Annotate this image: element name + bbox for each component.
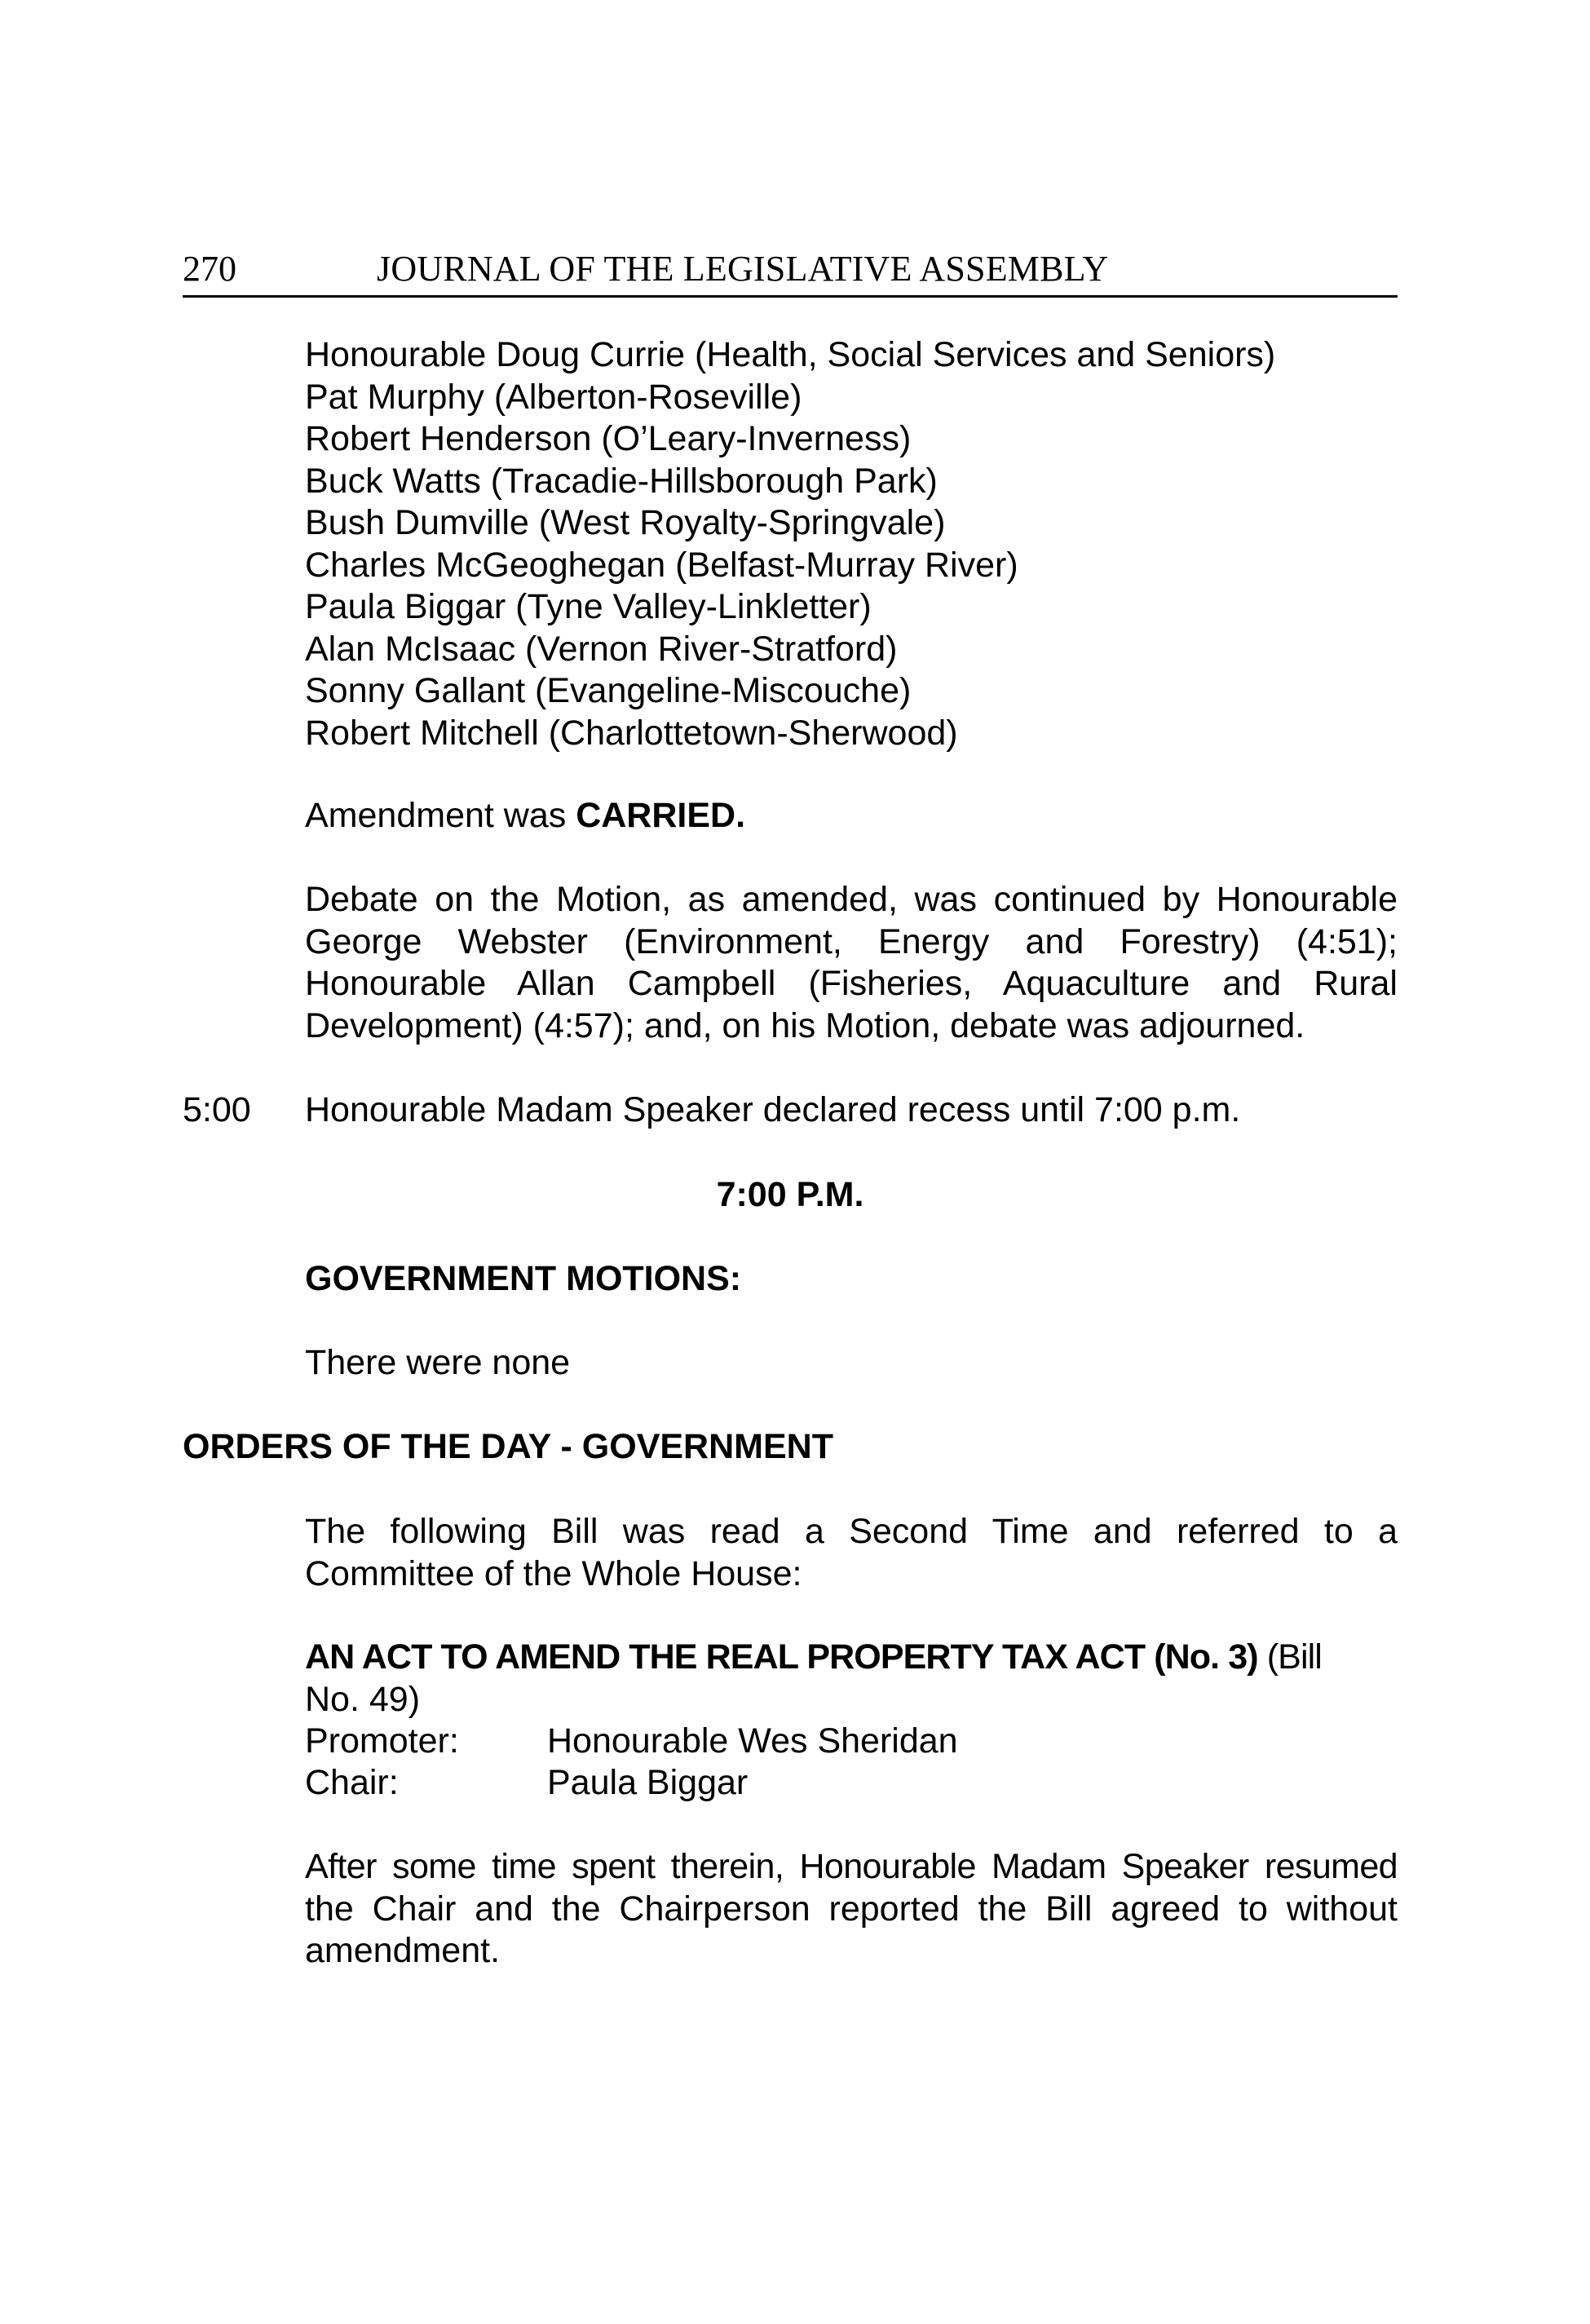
- debate-line: Development) (4:57); and, on his Motion, debate was adjourned.: [305, 1005, 1305, 1045]
- bill-intro-paragraph: [305, 1511, 1398, 1595]
- member-list-item: Robert Henderson (O’Leary-Inverness): [305, 419, 912, 458]
- amendment-prefix: Amendment was: [305, 796, 576, 835]
- bill-intro-line: The following Bill was read a Second Time and referred to a: [305, 1512, 1398, 1551]
- chair-label: Chair:: [305, 1763, 399, 1802]
- member-list-item: Pat Murphy (Alberton-Roseville): [305, 377, 802, 417]
- chair-value: Paula Biggar: [547, 1763, 749, 1802]
- evening-sitting-heading: 7:00 P.M.: [716, 1175, 864, 1214]
- member-list: [305, 334, 1398, 754]
- member-list-item: Bush Dumville (West Royalty-Springvale): [305, 503, 946, 542]
- member-list-item: Honourable Doug Currie (Health, Social Services and Seniors): [305, 335, 1276, 374]
- recess-text: Honourable Madam Speaker declared recess until 7:00 p.m.: [305, 1090, 1241, 1129]
- page-number: 270: [183, 249, 236, 289]
- bill-title-block: [305, 1637, 1398, 1721]
- recess-time: 5:00: [183, 1090, 251, 1129]
- outcome-line: After some time spent therein, Honourable Madam Speaker resumed: [305, 1847, 1398, 1886]
- debate-paragraph: [305, 879, 1398, 1047]
- amendment-outcome: CARRIED.: [576, 796, 746, 835]
- bill-title: AN ACT TO AMEND THE REAL PROPERTY TAX ACT (No. 3): [305, 1637, 1258, 1677]
- journal-title: JOURNAL OF THE LEGISLATIVE ASSEMBLY: [377, 249, 1109, 289]
- promoter-label: Promoter:: [305, 1721, 459, 1761]
- member-list-item: Charles McGeoghegan (Belfast-Murray River): [305, 545, 1018, 585]
- debate-line: Honourable Allan Campbell (Fisheries, Aquaculture and Rural: [305, 964, 1398, 1003]
- member-list-item: Alan McIsaac (Vernon River-Stratford): [305, 629, 898, 669]
- promoter-value: Honourable Wes Sheridan: [547, 1721, 958, 1761]
- outcome-line: the Chair and the Chairperson reported the Bill agreed to without: [305, 1889, 1398, 1929]
- member-list-item: Sonny Gallant (Evangeline-Miscouche): [305, 671, 912, 710]
- bill-number: No. 49): [305, 1679, 421, 1719]
- debate-line: George Webster (Environment, Energy and Forestry) (4:51);: [305, 921, 1398, 961]
- orders-of-the-day-heading: ORDERS OF THE DAY - GOVERNMENT: [183, 1427, 833, 1466]
- debate-line: Debate on the Motion, as amended, was continued by Honourable: [305, 880, 1398, 919]
- page-header: [183, 245, 1398, 298]
- bill-number-part: (Bill: [1257, 1637, 1322, 1677]
- amendment-result: [305, 795, 1398, 837]
- government-motions-heading: GOVERNMENT MOTIONS:: [305, 1259, 742, 1298]
- member-list-item: Robert Mitchell (Charlottetown-Sherwood): [305, 713, 958, 753]
- committee-outcome-paragraph: [305, 1846, 1398, 1973]
- member-list-item: Paula Biggar (Tyne Valley-Linkletter): [305, 587, 872, 626]
- bill-intro-line: Committee of the Whole House:: [305, 1553, 802, 1593]
- outcome-line: amendment.: [305, 1931, 501, 1970]
- government-motions-text: There were none: [305, 1343, 571, 1382]
- member-list-item: Buck Watts (Tracadie-Hillsborough Park): [305, 461, 938, 501]
